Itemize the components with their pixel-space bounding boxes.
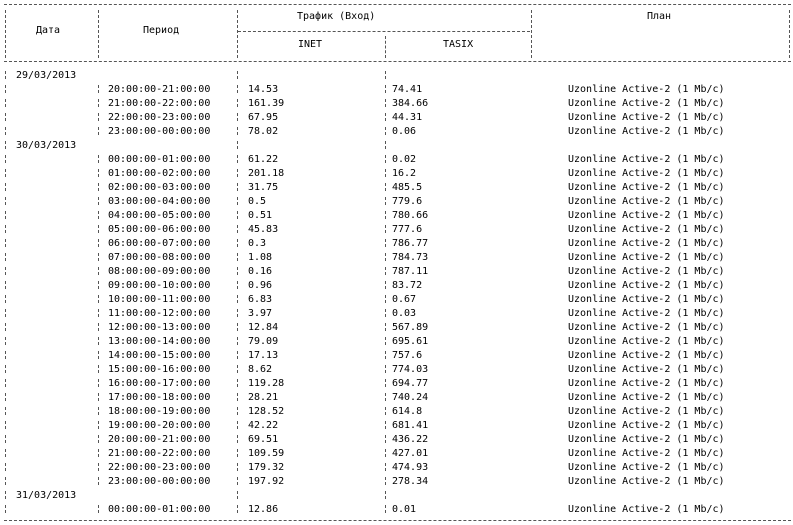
row-left-border	[5, 71, 6, 79]
row-sep-period	[237, 463, 238, 471]
row-sep-inet	[385, 155, 386, 163]
tasix-value-cell: 427.01	[392, 448, 429, 459]
row-left-border	[5, 281, 6, 289]
row-sep-date	[98, 477, 99, 485]
row-sep-period	[237, 351, 238, 359]
column-header-plan: План	[647, 11, 672, 22]
row-left-border	[5, 155, 6, 163]
inet-value-cell: 45.83	[248, 224, 279, 235]
row-sep-period	[237, 211, 238, 219]
plan-cell: Uzonline Active-2 (1 Mb/c)	[568, 420, 725, 431]
period-cell: 20:00:00-21:00:00	[108, 84, 211, 95]
row-sep-date	[98, 113, 99, 121]
tasix-value-cell: 779.6	[392, 196, 423, 207]
header-sep-period-traffic	[237, 10, 238, 58]
tasix-value-cell: 83.72	[392, 280, 423, 291]
row-sep-inet	[385, 393, 386, 401]
row-sep-date	[98, 183, 99, 191]
inet-value-cell: 128.52	[248, 406, 285, 417]
plan-cell: Uzonline Active-2 (1 Mb/c)	[568, 112, 725, 123]
inet-value-cell: 0.5	[248, 196, 267, 207]
inet-value-cell: 119.28	[248, 378, 285, 389]
tasix-value-cell: 436.22	[392, 434, 429, 445]
inet-value-cell: 0.16	[248, 266, 273, 277]
row-left-border	[5, 421, 6, 429]
row-sep-inet	[385, 267, 386, 275]
inet-value-cell: 109.59	[248, 448, 285, 459]
row-sep-date	[98, 253, 99, 261]
row-sep-date	[98, 225, 99, 233]
plan-cell: Uzonline Active-2 (1 Mb/c)	[568, 336, 725, 347]
row-sep-period	[237, 491, 238, 499]
inet-value-cell: 31.75	[248, 182, 279, 193]
row-sep-date	[98, 309, 99, 317]
row-sep-period	[237, 113, 238, 121]
period-cell: 04:00:00-05:00:00	[108, 210, 211, 221]
header-right-border	[789, 10, 790, 58]
row-sep-inet	[385, 99, 386, 107]
period-cell: 08:00:00-09:00:00	[108, 266, 211, 277]
row-left-border	[5, 239, 6, 247]
tasix-value-cell: 780.66	[392, 210, 429, 221]
row-left-border	[5, 365, 6, 373]
period-cell: 03:00:00-04:00:00	[108, 196, 211, 207]
plan-cell: Uzonline Active-2 (1 Mb/c)	[568, 434, 725, 445]
inet-value-cell: 1.08	[248, 252, 273, 263]
row-left-border	[5, 85, 6, 93]
row-sep-period	[237, 225, 238, 233]
inet-value-cell: 78.02	[248, 126, 279, 137]
tasix-value-cell: 384.66	[392, 98, 429, 109]
row-left-border	[5, 323, 6, 331]
row-sep-period	[237, 281, 238, 289]
tasix-value-cell: 16.2	[392, 168, 417, 179]
row-left-border	[5, 267, 6, 275]
inet-value-cell: 79.09	[248, 336, 279, 347]
tasix-value-cell: 784.73	[392, 252, 429, 263]
plan-cell: Uzonline Active-2 (1 Mb/c)	[568, 476, 725, 487]
plan-cell: Uzonline Active-2 (1 Mb/c)	[568, 350, 725, 361]
row-left-border	[5, 505, 6, 513]
period-cell: 12:00:00-13:00:00	[108, 322, 211, 333]
row-left-border	[5, 351, 6, 359]
row-sep-inet	[385, 225, 386, 233]
tasix-value-cell: 787.11	[392, 266, 429, 277]
plan-cell: Uzonline Active-2 (1 Mb/c)	[568, 210, 725, 221]
tasix-value-cell: 74.41	[392, 84, 423, 95]
header-left-border	[5, 10, 6, 58]
tasix-value-cell: 681.41	[392, 420, 429, 431]
row-sep-date	[98, 267, 99, 275]
plan-cell: Uzonline Active-2 (1 Mb/c)	[568, 84, 725, 95]
row-sep-inet	[385, 141, 386, 149]
header-bottom-rule	[4, 61, 791, 62]
period-cell: 17:00:00-18:00:00	[108, 392, 211, 403]
tasix-value-cell: 695.61	[392, 336, 429, 347]
header-sep-traffic-plan	[531, 10, 532, 58]
header-top-rule	[4, 4, 791, 5]
row-sep-date	[98, 155, 99, 163]
date-cell: 29/03/2013	[16, 70, 77, 81]
row-sep-inet	[385, 239, 386, 247]
row-sep-period	[237, 267, 238, 275]
row-left-border	[5, 309, 6, 317]
period-cell: 15:00:00-16:00:00	[108, 364, 211, 375]
row-sep-inet	[385, 197, 386, 205]
date-cell: 30/03/2013	[16, 140, 77, 151]
row-sep-inet	[385, 253, 386, 261]
row-sep-date	[98, 85, 99, 93]
row-left-border	[5, 225, 6, 233]
tasix-value-cell: 567.89	[392, 322, 429, 333]
inet-value-cell: 3.97	[248, 308, 273, 319]
period-cell: 21:00:00-22:00:00	[108, 448, 211, 459]
column-header-period: Период	[143, 25, 180, 36]
row-sep-inet	[385, 295, 386, 303]
row-left-border	[5, 337, 6, 345]
row-sep-period	[237, 71, 238, 79]
plan-cell: Uzonline Active-2 (1 Mb/c)	[568, 238, 725, 249]
inet-value-cell: 61.22	[248, 154, 279, 165]
row-sep-date	[98, 169, 99, 177]
plan-cell: Uzonline Active-2 (1 Mb/c)	[568, 364, 725, 375]
row-left-border	[5, 113, 6, 121]
period-cell: 05:00:00-06:00:00	[108, 224, 211, 235]
inet-value-cell: 6.83	[248, 294, 273, 305]
plan-cell: Uzonline Active-2 (1 Mb/c)	[568, 266, 725, 277]
row-sep-inet	[385, 407, 386, 415]
row-sep-period	[237, 435, 238, 443]
row-sep-date	[98, 365, 99, 373]
row-sep-period	[237, 155, 238, 163]
period-cell: 23:00:00-00:00:00	[108, 476, 211, 487]
inet-value-cell: 0.3	[248, 238, 267, 249]
row-sep-inet	[385, 435, 386, 443]
row-sep-date	[98, 421, 99, 429]
tasix-value-cell: 0.02	[392, 154, 417, 165]
header-traffic-subrule	[238, 31, 530, 32]
row-sep-period	[237, 379, 238, 387]
plan-cell: Uzonline Active-2 (1 Mb/c)	[568, 448, 725, 459]
period-cell: 14:00:00-15:00:00	[108, 350, 211, 361]
plan-cell: Uzonline Active-2 (1 Mb/c)	[568, 224, 725, 235]
row-sep-inet	[385, 449, 386, 457]
period-cell: 16:00:00-17:00:00	[108, 378, 211, 389]
row-sep-inet	[385, 505, 386, 513]
plan-cell: Uzonline Active-2 (1 Mb/c)	[568, 196, 725, 207]
inet-value-cell: 14.53	[248, 84, 279, 95]
row-sep-period	[237, 253, 238, 261]
inet-value-cell: 0.51	[248, 210, 273, 221]
column-header-inet: INET	[298, 39, 323, 50]
plan-cell: Uzonline Active-2 (1 Mb/c)	[568, 392, 725, 403]
row-sep-period	[237, 295, 238, 303]
row-sep-inet	[385, 421, 386, 429]
tasix-value-cell: 740.24	[392, 392, 429, 403]
plan-cell: Uzonline Active-2 (1 Mb/c)	[568, 280, 725, 291]
row-sep-period	[237, 449, 238, 457]
row-sep-date	[98, 337, 99, 345]
row-sep-inet	[385, 323, 386, 331]
tasix-value-cell: 757.6	[392, 350, 423, 361]
period-cell: 18:00:00-19:00:00	[108, 406, 211, 417]
period-cell: 06:00:00-07:00:00	[108, 238, 211, 249]
plan-cell: Uzonline Active-2 (1 Mb/c)	[568, 378, 725, 389]
row-sep-period	[237, 141, 238, 149]
row-sep-inet	[385, 71, 386, 79]
inet-value-cell: 0.96	[248, 280, 273, 291]
row-sep-period	[237, 197, 238, 205]
period-cell: 22:00:00-23:00:00	[108, 462, 211, 473]
date-cell: 31/03/2013	[16, 490, 77, 501]
inet-value-cell: 197.92	[248, 476, 285, 487]
tasix-value-cell: 44.31	[392, 112, 423, 123]
row-sep-date	[98, 211, 99, 219]
row-sep-date	[98, 435, 99, 443]
row-sep-inet	[385, 85, 386, 93]
plan-cell: Uzonline Active-2 (1 Mb/c)	[568, 322, 725, 333]
row-left-border	[5, 449, 6, 457]
row-sep-date	[98, 323, 99, 331]
row-sep-period	[237, 407, 238, 415]
row-sep-inet	[385, 211, 386, 219]
inet-value-cell: 42.22	[248, 420, 279, 431]
period-cell: 09:00:00-10:00:00	[108, 280, 211, 291]
tasix-value-cell: 0.03	[392, 308, 417, 319]
plan-cell: Uzonline Active-2 (1 Mb/c)	[568, 504, 725, 515]
plan-cell: Uzonline Active-2 (1 Mb/c)	[568, 98, 725, 109]
row-sep-period	[237, 337, 238, 345]
table-bottom-rule	[4, 520, 791, 521]
tasix-value-cell: 0.01	[392, 504, 417, 515]
row-left-border	[5, 491, 6, 499]
row-sep-inet	[385, 379, 386, 387]
tasix-value-cell: 777.6	[392, 224, 423, 235]
row-sep-inet	[385, 337, 386, 345]
period-cell: 20:00:00-21:00:00	[108, 434, 211, 445]
row-sep-inet	[385, 351, 386, 359]
column-header-tasix: TASIX	[443, 39, 474, 50]
row-sep-period	[237, 99, 238, 107]
tasix-value-cell: 474.93	[392, 462, 429, 473]
period-cell: 00:00:00-01:00:00	[108, 504, 211, 515]
row-left-border	[5, 253, 6, 261]
row-sep-inet	[385, 477, 386, 485]
row-sep-period	[237, 505, 238, 513]
column-header-date: Дата	[36, 25, 61, 36]
row-sep-date	[98, 379, 99, 387]
row-sep-date	[98, 351, 99, 359]
row-sep-inet	[385, 309, 386, 317]
period-cell: 19:00:00-20:00:00	[108, 420, 211, 431]
row-sep-period	[237, 85, 238, 93]
plan-cell: Uzonline Active-2 (1 Mb/c)	[568, 252, 725, 263]
row-sep-period	[237, 169, 238, 177]
period-cell: 00:00:00-01:00:00	[108, 154, 211, 165]
plan-cell: Uzonline Active-2 (1 Mb/c)	[568, 154, 725, 165]
row-sep-date	[98, 393, 99, 401]
row-sep-inet	[385, 183, 386, 191]
tasix-value-cell: 774.03	[392, 364, 429, 375]
row-sep-period	[237, 365, 238, 373]
tasix-value-cell: 786.77	[392, 238, 429, 249]
inet-value-cell: 179.32	[248, 462, 285, 473]
plan-cell: Uzonline Active-2 (1 Mb/c)	[568, 126, 725, 137]
row-sep-date	[98, 99, 99, 107]
plan-cell: Uzonline Active-2 (1 Mb/c)	[568, 294, 725, 305]
row-sep-inet	[385, 127, 386, 135]
row-left-border	[5, 477, 6, 485]
inet-value-cell: 17.13	[248, 350, 279, 361]
period-cell: 01:00:00-02:00:00	[108, 168, 211, 179]
row-sep-date	[98, 295, 99, 303]
inet-value-cell: 201.18	[248, 168, 285, 179]
row-sep-period	[237, 127, 238, 135]
tasix-value-cell: 614.8	[392, 406, 423, 417]
row-sep-inet	[385, 463, 386, 471]
row-sep-date	[98, 127, 99, 135]
header-sep-inet-tasix	[385, 36, 386, 58]
period-cell: 07:00:00-08:00:00	[108, 252, 211, 263]
row-sep-period	[237, 183, 238, 191]
row-sep-inet	[385, 281, 386, 289]
period-cell: 11:00:00-12:00:00	[108, 308, 211, 319]
row-left-border	[5, 99, 6, 107]
row-sep-date	[98, 239, 99, 247]
period-cell: 21:00:00-22:00:00	[108, 98, 211, 109]
period-cell: 02:00:00-03:00:00	[108, 182, 211, 193]
tasix-value-cell: 485.5	[392, 182, 423, 193]
row-sep-period	[237, 239, 238, 247]
period-cell: 10:00:00-11:00:00	[108, 294, 211, 305]
row-sep-date	[98, 505, 99, 513]
row-sep-date	[98, 449, 99, 457]
inet-value-cell: 8.62	[248, 364, 273, 375]
row-left-border	[5, 463, 6, 471]
period-cell: 23:00:00-00:00:00	[108, 126, 211, 137]
row-sep-period	[237, 309, 238, 317]
row-sep-inet	[385, 491, 386, 499]
inet-value-cell: 12.86	[248, 504, 279, 515]
inet-value-cell: 161.39	[248, 98, 285, 109]
row-left-border	[5, 393, 6, 401]
plan-cell: Uzonline Active-2 (1 Mb/c)	[568, 182, 725, 193]
row-left-border	[5, 183, 6, 191]
row-sep-inet	[385, 169, 386, 177]
row-sep-date	[98, 463, 99, 471]
plan-cell: Uzonline Active-2 (1 Mb/c)	[568, 462, 725, 473]
row-left-border	[5, 197, 6, 205]
plan-cell: Uzonline Active-2 (1 Mb/c)	[568, 168, 725, 179]
tasix-value-cell: 0.06	[392, 126, 417, 137]
row-sep-date	[98, 197, 99, 205]
row-sep-period	[237, 421, 238, 429]
row-left-border	[5, 127, 6, 135]
row-sep-date	[98, 407, 99, 415]
row-sep-period	[237, 323, 238, 331]
period-cell: 13:00:00-14:00:00	[108, 336, 211, 347]
row-left-border	[5, 435, 6, 443]
row-left-border	[5, 211, 6, 219]
inet-value-cell: 69.51	[248, 434, 279, 445]
tasix-value-cell: 694.77	[392, 378, 429, 389]
row-sep-period	[237, 477, 238, 485]
tasix-value-cell: 0.67	[392, 294, 417, 305]
row-sep-date	[98, 281, 99, 289]
plan-cell: Uzonline Active-2 (1 Mb/c)	[568, 308, 725, 319]
tasix-value-cell: 278.34	[392, 476, 429, 487]
row-left-border	[5, 169, 6, 177]
inet-value-cell: 12.84	[248, 322, 279, 333]
row-left-border	[5, 295, 6, 303]
row-sep-inet	[385, 113, 386, 121]
column-header-traffic: Трафик (Вход)	[297, 11, 376, 22]
plan-cell: Uzonline Active-2 (1 Mb/c)	[568, 406, 725, 417]
row-sep-period	[237, 393, 238, 401]
row-left-border	[5, 379, 6, 387]
period-cell: 22:00:00-23:00:00	[108, 112, 211, 123]
inet-value-cell: 28.21	[248, 392, 279, 403]
header-sep-date-period	[98, 10, 99, 58]
row-left-border	[5, 407, 6, 415]
inet-value-cell: 67.95	[248, 112, 279, 123]
row-sep-inet	[385, 365, 386, 373]
row-left-border	[5, 141, 6, 149]
